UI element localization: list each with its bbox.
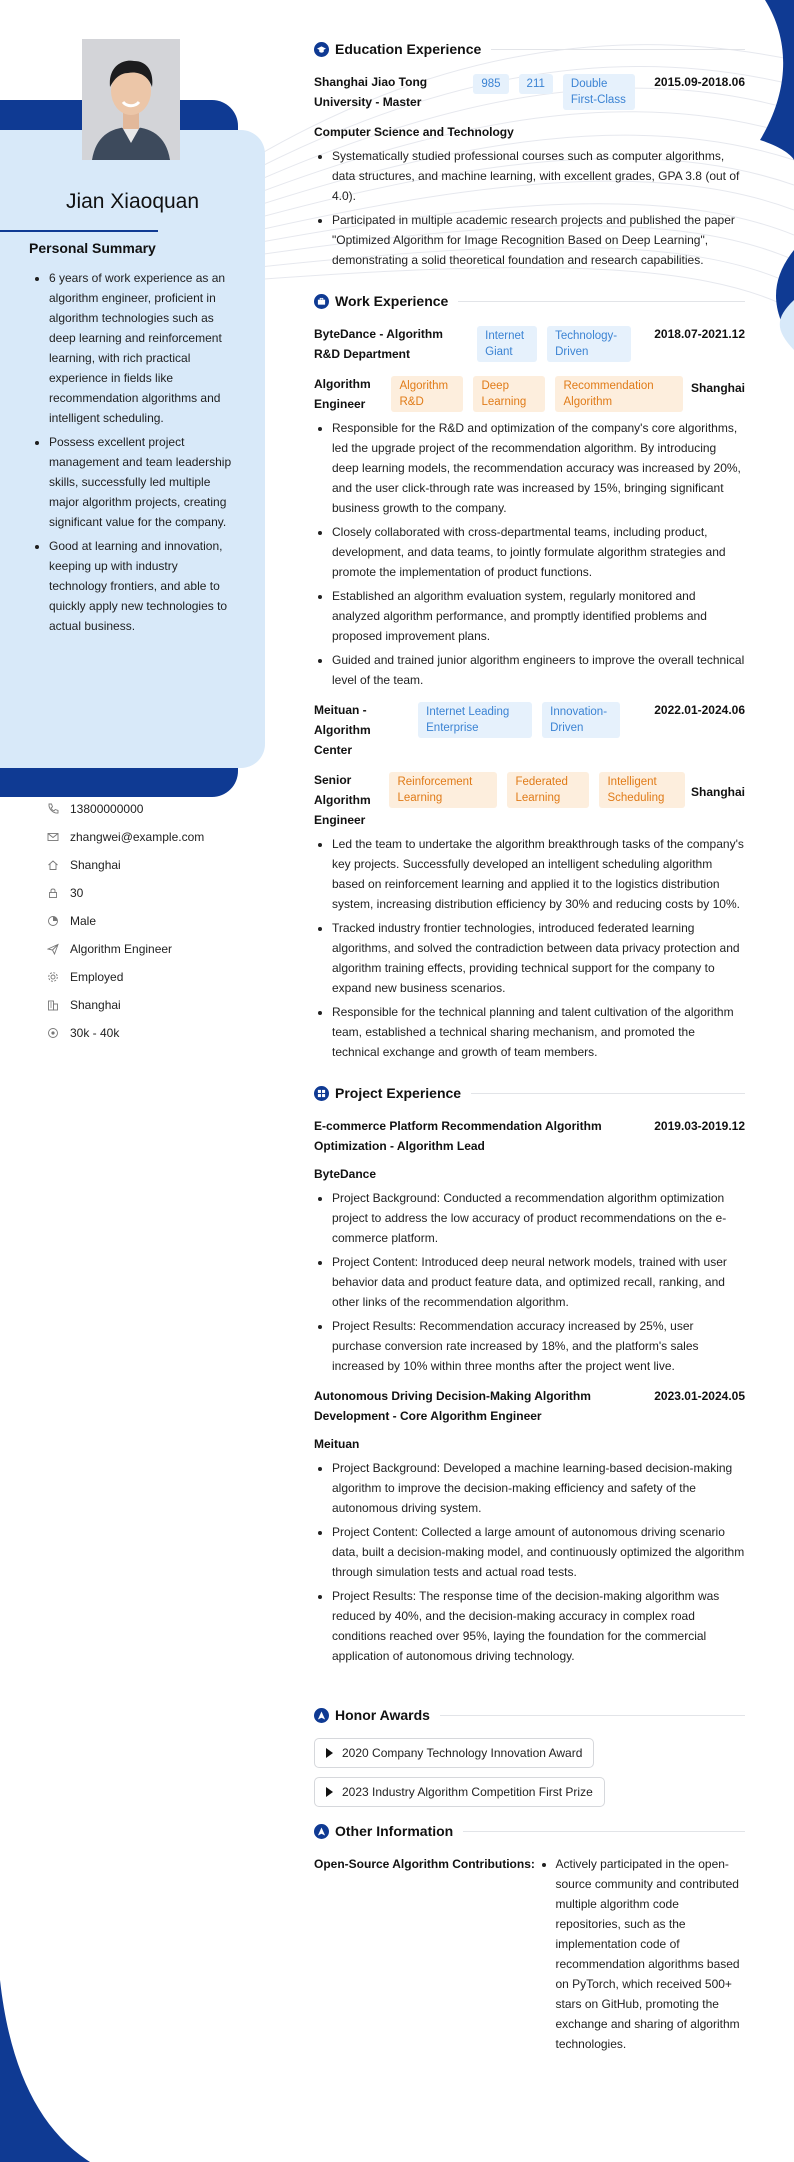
- home-icon: [47, 859, 59, 871]
- honor-item[interactable]: [314, 1777, 605, 1807]
- section-divider: [471, 1093, 745, 1094]
- summary-item: • 6 years of work experience as an algorithm engineer, proficient in algorithm technologies such as deep learning and reinforcement learning, with rich practical experience in fields like recommendation algorithms and intelligent scheduling.: [49, 268, 235, 428]
- skill-tag: Algorithm R&D: [391, 376, 463, 412]
- other-bullet: • Actively participated in the open-source community and contributed multiple algorithm code repositories, such as the implementation code of recommendation algorithms based on PyTorch, which received 500+ stars on GitHub, promoting the exchange and sharing of algorithm technologies.: [556, 1854, 746, 2054]
- project-company: Meituan: [314, 1437, 360, 1451]
- education-bullet: • Systematically studied professional courses such as computer algorithms, data structures, and machine learning, with excellent grades, GPA 3.8 (out of 4.0).: [332, 146, 745, 206]
- company-tag: Internet Giant: [477, 326, 537, 362]
- gear-icon: [47, 971, 59, 983]
- job-bullet: • Established an algorithm evaluation system, regularly monitored and analyzed algorithm performance, and promptly identified problems and proposed improvement plans.: [332, 586, 745, 646]
- project-bullet: • Project Background: Developed a machine learning-based decision-making algorithm to improve the decision-making efficiency and safety of the autonomous driving system.: [332, 1458, 745, 1518]
- skill-tags: [384, 770, 691, 808]
- company-tag: Technology-Driven: [547, 326, 631, 362]
- lock-icon: [47, 887, 59, 899]
- job-position-row: [314, 770, 745, 830]
- job-company: Meituan - Algorithm Center: [314, 703, 371, 757]
- info-phone: [47, 795, 204, 823]
- contact-info-list: [47, 795, 204, 1047]
- gender-icon: [47, 915, 59, 927]
- job-city: Shanghai: [690, 785, 745, 799]
- projects-title: Project Experience: [335, 1085, 462, 1101]
- project-date: 2023.01-2024.05: [654, 1389, 745, 1403]
- gender-value: Male: [70, 914, 97, 928]
- job-bullet: • Tracked industry frontier technologies, introduced federated learning algorithms, and solved the contradiction between data privacy protection and algorithm training effects, providing technical support for the company to expand new business scenarios.: [332, 918, 745, 998]
- project-entry: [314, 1386, 745, 1666]
- job-bullets: [314, 834, 745, 1062]
- project-bullets: [314, 1458, 745, 1666]
- email-value: zhangwei@example.com: [70, 830, 205, 844]
- school-tags: [454, 72, 654, 110]
- job-entry: [314, 324, 745, 690]
- other-title: Other Information: [335, 1823, 454, 1839]
- honors-section: [314, 1704, 745, 1816]
- job-date: 2022.01-2024.06: [654, 703, 745, 717]
- age-value: 30: [70, 886, 84, 900]
- school-name: Shanghai Jiao Tong University - Master: [314, 75, 428, 109]
- project-bullet: • Project Content: Collected a large amount of autonomous driving scenario data, built a decision-making model, and continuously optimized the algorithm through simulation tests and actual road tests.: [332, 1522, 745, 1582]
- section-divider: [463, 1831, 745, 1832]
- project-name: E-commerce Platform Recommendation Algorithm Optimization - Algorithm Lead: [314, 1119, 602, 1153]
- award-icon: [314, 1708, 329, 1723]
- project-name: Autonomous Driving Decision-Making Algorithm Development - Core Algorithm Engineer: [314, 1389, 591, 1423]
- project-header: [314, 1386, 745, 1426]
- summary-item: • Good at learning and innovation, keeping up with industry technology frontiers, and able to quickly apply new technologies to actual business.: [49, 536, 235, 636]
- honor-list: [314, 1738, 745, 1816]
- job-date: 2018.07-2021.12: [654, 327, 745, 341]
- graduation-cap-icon: [314, 42, 329, 57]
- school-tag: 211: [519, 74, 553, 94]
- project-company: ByteDance: [314, 1167, 377, 1181]
- company-tag: Innovation-Driven: [542, 702, 620, 738]
- job-header: [314, 324, 745, 364]
- info-location: [47, 851, 204, 879]
- school-tag: 985: [473, 74, 508, 94]
- other-header: [314, 1820, 745, 1842]
- summary-heading: Personal Summary: [29, 240, 156, 256]
- school-tag: Double First-Class: [563, 74, 635, 110]
- work-header: [314, 290, 745, 312]
- education-title: Education Experience: [335, 41, 482, 57]
- send-icon: [47, 943, 59, 955]
- section-divider: [458, 301, 745, 302]
- location-value: Shanghai: [70, 858, 121, 872]
- play-triangle-icon: [326, 1787, 333, 1797]
- skill-tag: Deep Learning: [473, 376, 545, 412]
- job-bullet: • Responsible for the technical planning and talent cultivation of the algorithm team, established a technical sharing mechanism, and promoted the technical exchange and growth of team members.: [332, 1002, 745, 1062]
- profile-photo: [82, 39, 180, 160]
- company-tag: Internet Leading Enterprise: [418, 702, 532, 738]
- job-city: Shanghai: [690, 381, 745, 395]
- name-divider: [0, 230, 158, 232]
- info-salary: [47, 1019, 204, 1047]
- job-bullet: • Led the team to undertake the algorithm breakthrough tasks of the company's key projects. Successfully developed an intelligent scheduling algorithm based on reinforcement learning and applied it to the logistics distribution system, increasing distribution efficiency by 30% and reducing costs by 10%.: [332, 834, 745, 914]
- job-position-row: [314, 374, 745, 414]
- info-gender: [47, 907, 204, 935]
- grid-icon: [314, 1086, 329, 1101]
- skill-tag: Federated Learning: [507, 772, 589, 808]
- honor-item[interactable]: [314, 1738, 594, 1768]
- company-tags: [454, 324, 654, 362]
- honors-title: Honor Awards: [335, 1707, 430, 1723]
- education-entry-header: [314, 72, 745, 112]
- project-entry: [314, 1116, 745, 1376]
- info-position: [47, 935, 204, 963]
- mail-icon: [47, 831, 59, 843]
- play-triangle-icon: [326, 1748, 333, 1758]
- briefcase-icon: [314, 294, 329, 309]
- info-status: [47, 963, 204, 991]
- projects-header: [314, 1082, 745, 1104]
- skill-tag: Intelligent Scheduling: [599, 772, 685, 808]
- project-bullet: • Project Results: The response time of the decision-making algorithm was reduced by 40%, and the decision-making accuracy in complex road conditions reached over 95%, laying the foundation for the commercial application of autonomous driving technology.: [332, 1586, 745, 1666]
- job-bullet: • Closely collaborated with cross-departmental teams, including product, development, and data teams, to jointly formulate algorithm strategies and promote the implementation of product functions.: [332, 522, 745, 582]
- position-value: Algorithm Engineer: [70, 942, 173, 956]
- skill-tags: [384, 374, 691, 412]
- project-bullet: • Project Results: Recommendation accuracy increased by 25%, user purchase conversion rate increased by 18%, and the platform's sales increased by 10% within three months after the project went live.: [332, 1316, 745, 1376]
- job-position: Senior Algorithm Engineer: [314, 773, 371, 827]
- honor-label: 2020 Company Technology Innovation Award: [342, 1746, 583, 1760]
- summary-item: • Possess excellent project management and team leadership skills, successfully led multiple major algorithm projects, creating significant value for the company.: [49, 432, 235, 532]
- other-section: [314, 1820, 745, 2058]
- phone-value: 13800000000: [70, 802, 144, 816]
- project-bullet: • Project Content: Introduced deep neural network models, trained with user behavior data and product feature data, and optimized recall, ranking, and other links of the recommendation algorithm.: [332, 1252, 745, 1312]
- summary-list: [29, 268, 235, 640]
- company-tags: [384, 700, 654, 738]
- major: Computer Science and Technology: [314, 125, 514, 139]
- skill-tag: Reinforcement Learning: [389, 772, 497, 808]
- info-icon: [314, 1824, 329, 1839]
- education-header: [314, 38, 745, 60]
- phone-icon: [47, 803, 59, 815]
- salary-value: 30k - 40k: [70, 1026, 120, 1040]
- info-age: [47, 879, 204, 907]
- work-city-value: Shanghai: [70, 998, 121, 1012]
- project-bullets: [314, 1188, 745, 1376]
- candidate-name: Jian Xiaoquan: [65, 190, 200, 213]
- other-bullets: [538, 1854, 746, 2058]
- honor-label: 2023 Industry Algorithm Competition First Prize: [342, 1785, 593, 1799]
- honors-header: [314, 1704, 745, 1726]
- job-header: [314, 700, 745, 760]
- job-bullet: • Responsible for the R&D and optimization of the company's core algorithms, led the upgrade project of the recommendation algorithm. By introducing deep learning models, the recommendation accuracy was increased by 20%, and the user click-through rate was increased by 15%, bringing significant business growth to the company.: [332, 418, 745, 518]
- other-label: Open-Source Algorithm Contributions:: [314, 1857, 535, 1871]
- section-divider: [440, 1715, 745, 1716]
- salary-icon: [47, 1027, 59, 1039]
- job-company: ByteDance - Algorithm R&D Department: [314, 327, 443, 361]
- education-bullets: [314, 146, 745, 270]
- other-row: [314, 1854, 745, 2058]
- status-value: Employed: [70, 970, 124, 984]
- education-bullet: • Participated in multiple academic research projects and published the paper "Optimized Algorithm for Image Recognition Based on Deep Learning", demonstrating a solid theoretical foundation and research capabilities.: [332, 210, 745, 270]
- education-section: [314, 38, 745, 270]
- education-date: 2015.09-2018.06: [654, 75, 745, 89]
- building-icon: [47, 999, 59, 1011]
- work-section: [314, 290, 745, 1062]
- job-entry: [314, 700, 745, 1062]
- section-divider: [491, 49, 745, 50]
- project-date: 2019.03-2019.12: [654, 1119, 745, 1133]
- project-header: [314, 1116, 745, 1156]
- job-bullet: • Guided and trained junior algorithm engineers to improve the overall technical level of the team.: [332, 650, 745, 690]
- projects-section: [314, 1082, 745, 1666]
- work-title: Work Experience: [335, 293, 449, 309]
- info-email: [47, 823, 204, 851]
- info-work-city: [47, 991, 204, 1019]
- main-content: [314, 38, 745, 2058]
- skill-tag: Recommendation Algorithm: [555, 376, 683, 412]
- job-bullets: [314, 418, 745, 690]
- job-position: Algorithm Engineer: [314, 377, 371, 411]
- project-bullet: • Project Background: Conducted a recommendation algorithm optimization project to address the low accuracy of product recommendations on the e-commerce platform.: [332, 1188, 745, 1248]
